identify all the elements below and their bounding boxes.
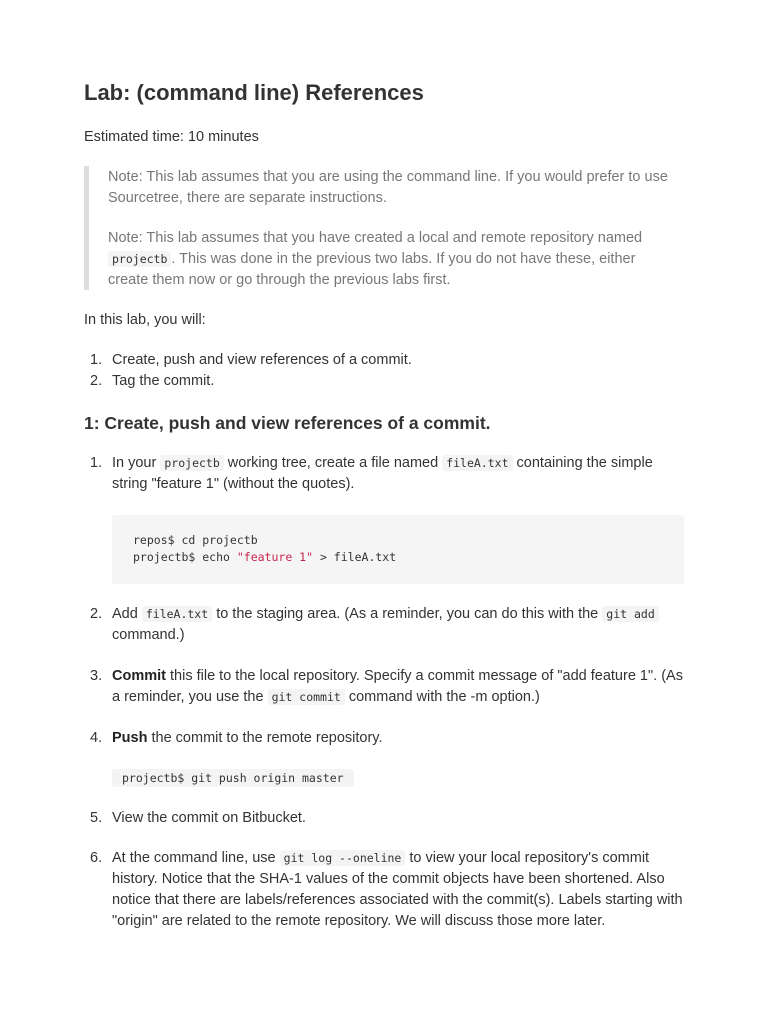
step-text	[112, 728, 684, 749]
list-number: 1.	[90, 352, 103, 368]
step-text-part: containing the simple string "feature 1" (without the quotes).	[112, 455, 653, 492]
intro-text: In this lab, you will:	[84, 312, 206, 328]
step-text-part: At the command line, use	[112, 850, 276, 866]
step-text	[112, 604, 684, 646]
step-text	[112, 666, 684, 708]
step-text	[112, 848, 684, 932]
list-number: 4.	[90, 730, 103, 746]
step-text: View the commit on Bitbucket.	[112, 810, 306, 826]
code-block	[112, 515, 684, 584]
page-title: Lab: (command line) References	[84, 80, 424, 105]
code-line: repos$ cd projectb	[133, 533, 258, 547]
step-text	[112, 453, 684, 495]
inline-code-git-log: git log --oneline	[280, 850, 406, 866]
step-bold-term: Push	[112, 730, 148, 746]
step-text-part: command with the -m option.)	[348, 689, 540, 705]
step-text-part: to the staging area. (As a reminder, you can do this with the	[216, 606, 599, 622]
note-repository	[108, 228, 674, 291]
inline-code-projectb: projectb	[108, 251, 171, 267]
list-text: Create, push and view references of a commit.	[112, 352, 412, 368]
step-text-part: to view your local repository's commit history. Notice that the SHA-1 values of the commit objects have been shortened. Also notice that there are labels/references associated with the commit(s). Labels starting with "origin" are related to the remote repository. We will discuss those more later.	[112, 850, 683, 929]
code-string: "feature 1"	[236, 550, 314, 564]
note-repository-prefix: Note: This lab assumes that you have created a local and remote repository named	[108, 230, 643, 246]
list-number: 2.	[90, 373, 103, 389]
code-token: projectb$ echo	[133, 550, 237, 564]
note-repository-suffix: . This was done in the previous two labs. If you do not have these, either create them now or go through the previous labs first.	[108, 251, 636, 288]
push-command: projectb$ git push origin master	[112, 769, 354, 787]
list-number: 1.	[90, 455, 103, 471]
note-command-line: Note: This lab assumes that you are using the command line. If you would prefer to use Sourcetree, there are separate instructions.	[108, 169, 668, 206]
list-number: 3.	[90, 668, 103, 684]
code-token: > fileA.txt	[313, 550, 397, 564]
inline-code-git-commit: git commit	[268, 689, 345, 705]
step-text-part: Add	[112, 606, 138, 622]
step-text-part: command.)	[112, 627, 185, 643]
list-text: Tag the commit.	[112, 373, 215, 389]
step-bold-term: Commit	[112, 668, 166, 684]
inline-code-filea: fileA.txt	[442, 455, 512, 471]
inline-code-projectb: projectb	[160, 455, 223, 471]
step-text-part: the commit to the remote repository.	[151, 730, 383, 746]
inline-code-git-add: git add	[602, 606, 658, 622]
note-blockquote	[84, 166, 689, 290]
step-code	[112, 768, 684, 789]
code-line	[133, 549, 396, 566]
step-text-part: working tree, create a file named	[227, 455, 439, 471]
section-heading: 1: Create, push and view references of a commit.	[84, 413, 491, 433]
list-number: 5.	[90, 810, 103, 826]
inline-code-filea: fileA.txt	[142, 606, 212, 622]
estimated-time: Estimated time: 10 minutes	[84, 129, 259, 145]
step-text-part: In your	[112, 455, 157, 471]
step-text-part: this file to the local repository. Specify a commit message of "add feature 1". (As a reminder, you use the	[112, 668, 683, 705]
list-number: 2.	[90, 606, 103, 622]
list-number: 6.	[90, 850, 103, 866]
